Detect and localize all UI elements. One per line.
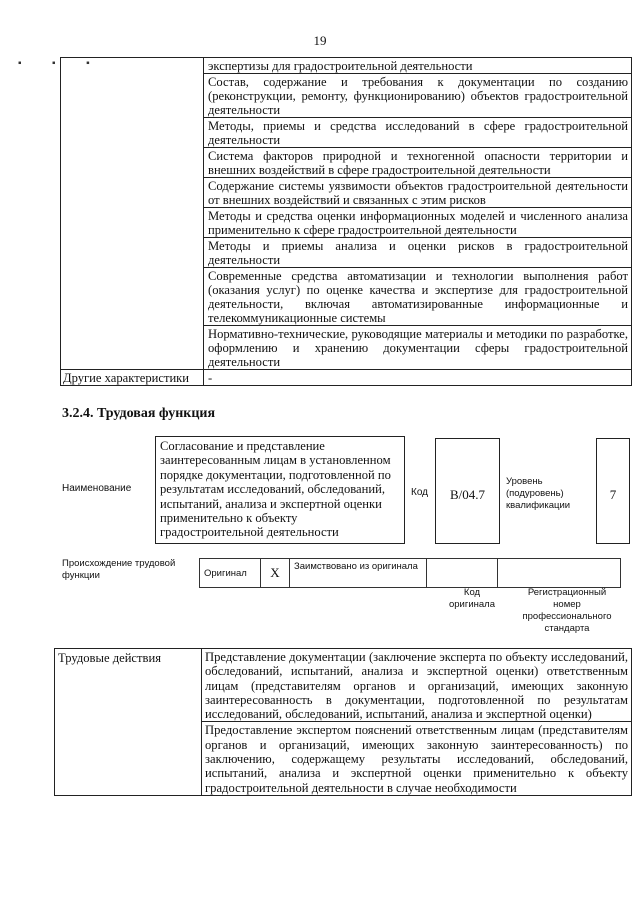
original-code-caption: Код оригинала [448,587,495,610]
knowledge-cell: Методы, приемы и средства исследований в сфере градостроительной деятельности [204,118,632,148]
table-row [55,649,632,722]
knowledge-cell: Содержание системы уязвимости объектов градостроительной деятельности от внешних воздействий и связанных с этим рисков [204,178,632,208]
table-row [61,370,632,386]
knowledge-cell: Методы и приемы анализа и оценки рисков в градостроительной деятельности [204,238,632,268]
origin-label: Происхождение трудовой функции [62,558,176,581]
code-label: Код [411,487,429,498]
labor-actions-label: Трудовые действия [55,649,202,796]
page-number: 19 [313,33,327,48]
knowledge-cell: Система факторов природной и техногенной опасности территории и внешних воздействий в сфере градостроительной деятельности [204,148,632,178]
knowledge-cell: Современные средства автоматизации и технологии выполнения работ (оказания услуг) по оценке качества и экспертизе для градостроительной деятельности, включая автоматизированные информационные и телекоммуникационные системы [204,268,632,326]
other-characteristics-label: Другие характеристики [61,370,204,386]
original-code-cell [427,559,498,588]
table-row [61,58,632,74]
original-mark: X [261,559,290,588]
qualification-level-box: 7 [596,438,630,544]
knowledge-cell: Методы и средства оценки информационных моделей и численного анализа применительно к сфере градостроительной деятельности [204,208,632,238]
section-heading: 3.2.4. Трудовая функция [62,406,216,421]
margin-dots: ▪ ▪ ▪ [18,58,104,69]
knowledge-cell: Состав, содержание и требования к документации по созданию (реконструкции, ремонту, функционированию) объектов градостроительной деятельности [204,74,632,118]
registration-number-cell [498,559,621,588]
original-label: Оригинал [200,559,261,588]
function-name-box: Согласование и представление заинтересованным лицам в установленном порядке документации, подготовленной по результатам исследований, обследований, испытаний, анализа и экспертной оценки применительно к объекту градостроительной деятельности [155,436,405,544]
knowledge-cell: экспертизы для градостроительной деятельности [204,58,632,74]
borrowed-label: Заимствовано из оригинала [290,559,427,588]
labor-action-cell: Представление документации (заключение эксперта по объекту исследований, обследований, испытаний, анализа и экспертной оценки) ответственным лицам (представителям органов и организаций, имеющих законную заинтересованность в документации, подготовленной по результатам исследований, обследований, испытаний, анализа и экспертной оценки) [202,649,632,722]
knowledge-cell: Нормативно-технические, руководящие материалы и методики по разработке, оформлению и хранению документации сферы градостроительной деятельности [204,326,632,370]
function-name-label: Наименование [62,483,132,494]
code-box: B/04.7 [435,438,500,544]
labor-action-cell: Предоставление экспертом пояснений ответственным лицам (представителям органов и организаций, имеющих законную заинтересованность) по заключению, содержащему результаты исследований, обследований, испытаний, анализа и экспертной оценки применительно к объекту градостроительной деятельности в случае необходимости [202,722,632,795]
labor-actions-table [54,648,632,796]
other-characteristics-value: - [204,370,632,386]
knowledge-table [60,57,632,386]
registration-number-caption: Регистрационный номер профессионального стандарта [522,587,612,634]
table-row [200,559,621,588]
knowledge-label-cell [61,58,204,370]
qualification-level-label: Уровень (подуровень) квалификации [506,476,571,511]
origin-table [199,558,621,588]
